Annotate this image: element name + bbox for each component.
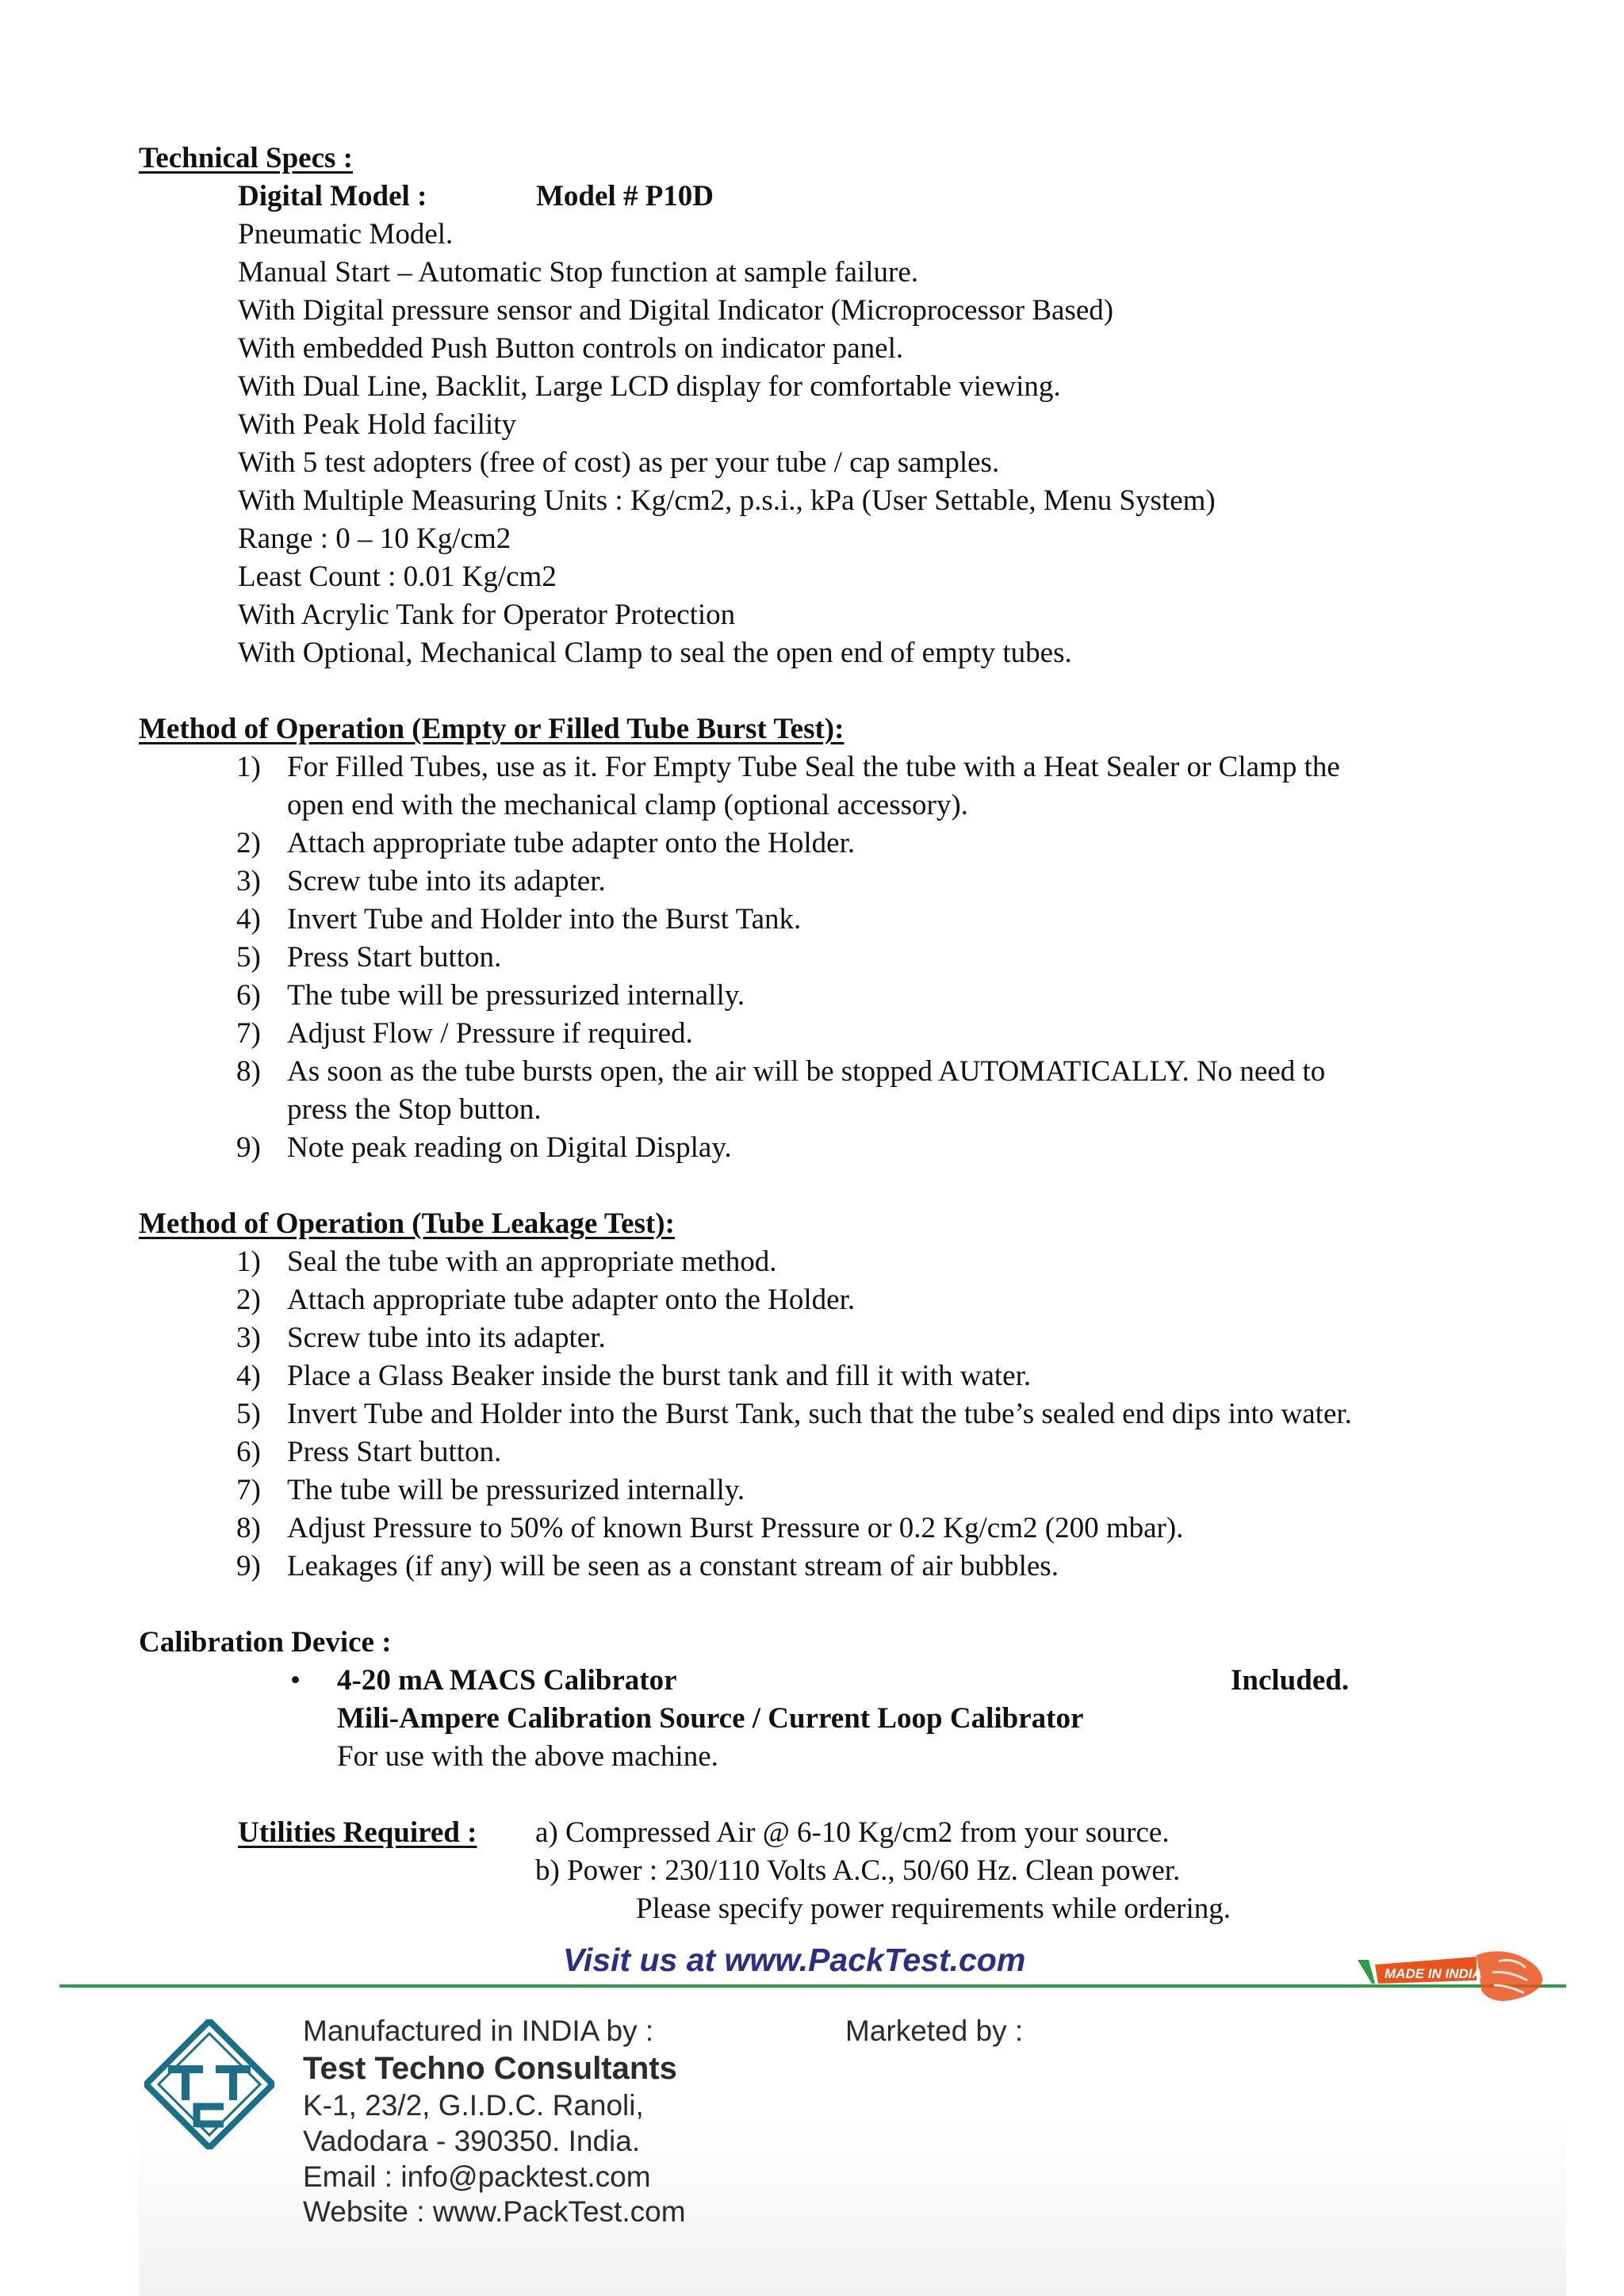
step-number: 3) (236, 1322, 261, 1354)
footer-rule (59, 1980, 1566, 1992)
spec-line: With Optional, Mechanical Clamp to seal the open end of empty tubes. (238, 637, 1072, 669)
manufactured-by-label: Manufactured in INDIA by : (303, 2015, 654, 2047)
step-number: 3) (236, 865, 261, 897)
digital-model-label: Digital Model : (238, 180, 427, 212)
spec-line: Least Count : 0.01 Kg/cm2 (238, 561, 557, 593)
step-text: Invert Tube and Holder into the Burst Tank. (287, 903, 802, 936)
calibration-heading: Calibration Device : (139, 1626, 392, 1659)
spec-line: With Multiple Measuring Units : Kg/cm2, p.s.i., kPa (User Settable, Menu System) (238, 484, 1216, 517)
step-text: Attach appropriate tube adapter onto the Holder. (287, 1284, 856, 1316)
step-text: Invert Tube and Holder into the Burst Tank, such that the tube’s sealed end dips into water. (287, 1398, 1352, 1430)
step-number: 1) (236, 1246, 261, 1278)
leak-test-heading: Method of Operation (Tube Leakage Test): (139, 1207, 675, 1240)
step-number: 5) (236, 1398, 261, 1430)
step-text: Screw tube into its adapter. (287, 865, 606, 897)
step-text: Seal the tube with an appropriate method. (287, 1246, 777, 1278)
spec-line: Pneumatic Model. (238, 218, 454, 251)
spec-line: With Digital pressure sensor and Digital Indicator (Microprocessor Based) (238, 294, 1114, 327)
step-number: 9) (236, 1550, 261, 1582)
marketed-by-label: Marketed by : (845, 2015, 1024, 2047)
burst-test-heading: Method of Operation (Empty or Filled Tube Burst Test): (139, 713, 845, 745)
step-number: 4) (236, 1360, 261, 1392)
step-number: 2) (236, 827, 261, 859)
step-text: As soon as the tube bursts open, the air will be stopped AUTOMATICALLY. No need to (287, 1055, 1326, 1088)
step-text: Attach appropriate tube adapter onto the Holder. (287, 827, 856, 859)
step-number: 5) (236, 941, 261, 974)
website-banner: Visit us at www.PackTest.com (563, 1942, 1026, 1978)
calibrator-title: 4-20 mA MACS Calibrator (337, 1664, 677, 1697)
bullet-icon: • (290, 1664, 301, 1697)
step-text: Note peak reading on Digital Display. (287, 1131, 732, 1164)
spec-line: With Dual Line, Backlit, Large LCD display for comfortable viewing. (238, 370, 1061, 403)
specs-heading: Technical Specs : (139, 142, 353, 174)
step-number: 7) (236, 1017, 261, 1050)
calibrator-subtitle: Mili-Ampere Calibration Source / Current Loop Calibrator (337, 1702, 1084, 1735)
step-number: 8) (236, 1512, 261, 1544)
step-number: 7) (236, 1474, 261, 1506)
step-number: 8) (236, 1055, 261, 1088)
step-text: The tube will be pressurized internally. (287, 979, 745, 1012)
address-line-2: Vadodara - 390350. India. (303, 2125, 641, 2157)
step-number: 6) (236, 979, 261, 1012)
step-text: Adjust Flow / Pressure if required. (287, 1017, 693, 1050)
utility-air: a) Compressed Air @ 6-10 Kg/cm2 from your source. (535, 1816, 1170, 1849)
utility-power: b) Power : 230/110 Volts A.C., 50/60 Hz. Clean power. (535, 1854, 1181, 1887)
step-text: Adjust Pressure to 50% of known Burst Pressure or 0.2 Kg/cm2 (200 mbar). (287, 1512, 1184, 1544)
calibrator-status: Included. (1231, 1664, 1350, 1697)
step-text: Press Start button. (287, 941, 502, 974)
step-number: 6) (236, 1436, 261, 1468)
spec-line: With 5 test adopters (free of cost) as per your tube / cap samples. (238, 446, 1000, 479)
step-number: 9) (236, 1131, 261, 1164)
step-number: 2) (236, 1284, 261, 1316)
made-in-india-label: MADE IN INDIA (1385, 1966, 1482, 1981)
step-text: Leakages (if any) will be seen as a constant stream of air bubbles. (287, 1550, 1059, 1582)
spec-line: With embedded Push Button controls on indicator panel. (238, 332, 904, 365)
step-text: The tube will be pressurized internally. (287, 1474, 745, 1506)
step-text: For Filled Tubes, use as it. For Empty Tube Seal the tube with a Heat Sealer or Clamp the (287, 751, 1340, 783)
step-text: open end with the mechanical clamp (optional accessory). (287, 789, 968, 821)
company-name: Test Techno Consultants (303, 2051, 677, 2086)
step-text: Screw tube into its adapter. (287, 1322, 606, 1354)
calibrator-note: For use with the above machine. (337, 1740, 718, 1773)
step-text: press the Stop button. (287, 1093, 542, 1126)
spec-line: With Peak Hold facility (238, 408, 516, 441)
utilities-heading: Utilities Required : (238, 1816, 477, 1849)
spec-line: Manual Start – Automatic Stop function at sample failure. (238, 256, 919, 289)
step-text: Press Start button. (287, 1436, 502, 1468)
step-number: 1) (236, 751, 261, 783)
utility-note: Please specify power requirements while ordering. (636, 1892, 1231, 1925)
step-number: 4) (236, 903, 261, 936)
address-line-1: K-1, 23/2, G.I.D.C. Ranoli, (303, 2089, 644, 2122)
spec-line: With Acrylic Tank for Operator Protection (238, 599, 736, 631)
model-number: Model # P10D (536, 180, 714, 212)
spec-line: Range : 0 – 10 Kg/cm2 (238, 522, 511, 555)
made-in-india-badge (1358, 1949, 1548, 2004)
email-line: Email : info@packtest.com (303, 2160, 651, 2193)
step-text: Place a Glass Beaker inside the burst tank and fill it with water. (287, 1360, 1032, 1392)
ttc-logo (144, 2019, 274, 2149)
website-line: Website : www.PackTest.com (303, 2195, 686, 2228)
